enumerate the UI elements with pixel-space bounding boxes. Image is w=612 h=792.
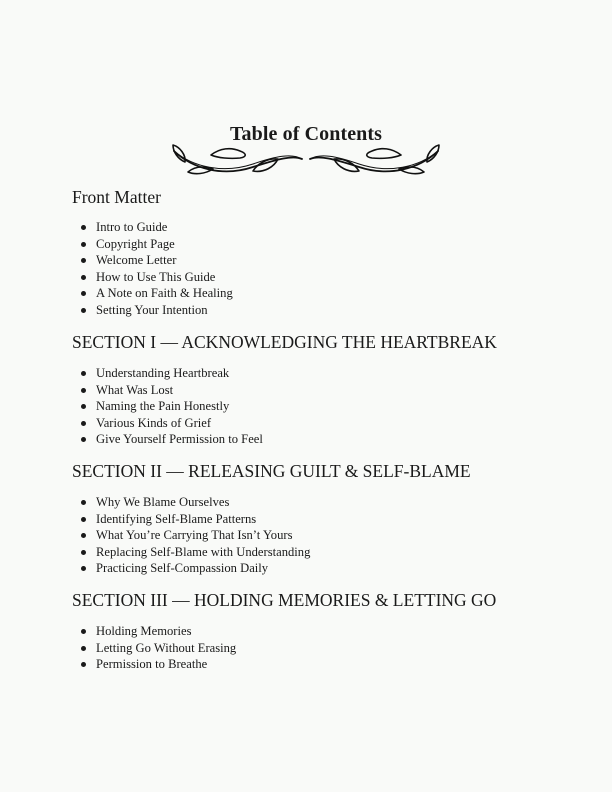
- section-heading: Front Matter: [72, 187, 161, 207]
- toc-item[interactable]: Naming the Pain Honestly: [72, 398, 263, 415]
- bullet-icon: [81, 404, 86, 409]
- bullet-icon: [81, 646, 86, 651]
- toc-item[interactable]: What You’re Carrying That Isn’t Yours: [72, 527, 310, 544]
- section-heading: SECTION I — ACKNOWLEDGING THE HEARTBREAK: [72, 332, 497, 352]
- toc-item[interactable]: Why We Blame Ourselves: [72, 494, 310, 511]
- bullet-icon: [81, 500, 86, 505]
- toc-item[interactable]: How to Use This Guide: [72, 269, 233, 286]
- section-heading: SECTION III — HOLDING MEMORIES & LETTING GO: [72, 590, 497, 610]
- toc-item[interactable]: Permission to Breathe: [72, 656, 236, 673]
- toc-item[interactable]: Setting Your Intention: [72, 302, 233, 319]
- toc-item[interactable]: Give Yourself Permission to Feel: [72, 431, 263, 448]
- toc-item[interactable]: Holding Memories: [72, 623, 236, 640]
- bullet-icon: [81, 533, 86, 538]
- bullet-icon: [81, 258, 86, 263]
- toc-section-3: [72, 590, 592, 671]
- floral-vine-divider-icon: [168, 141, 444, 179]
- section-heading: SECTION II — RELEASING GUILT & SELF-BLAME: [72, 461, 471, 481]
- toc-section-1: [72, 332, 592, 446]
- toc-list: [72, 219, 233, 318]
- bullet-icon: [81, 517, 86, 522]
- bullet-icon: [81, 421, 86, 426]
- bullet-icon: [81, 225, 86, 230]
- toc-section-front-matter: [72, 187, 592, 317]
- toc-list: [72, 623, 236, 673]
- bullet-icon: [81, 388, 86, 393]
- toc-item[interactable]: Welcome Letter: [72, 252, 233, 269]
- bullet-icon: [81, 566, 86, 571]
- toc-item[interactable]: What Was Lost: [72, 382, 263, 399]
- toc-list: [72, 365, 263, 448]
- bullet-icon: [81, 550, 86, 555]
- toc-item[interactable]: Practicing Self-Compassion Daily: [72, 560, 310, 577]
- toc-item[interactable]: Copyright Page: [72, 236, 233, 253]
- toc-list: [72, 494, 310, 577]
- bullet-icon: [81, 629, 86, 634]
- toc-item[interactable]: Understanding Heartbreak: [72, 365, 263, 382]
- toc-item[interactable]: Identifying Self-Blame Patterns: [72, 511, 310, 528]
- bullet-icon: [81, 437, 86, 442]
- bullet-icon: [81, 242, 86, 247]
- bullet-icon: [81, 662, 86, 667]
- bullet-icon: [81, 308, 86, 313]
- bullet-icon: [81, 291, 86, 296]
- toc-item[interactable]: A Note on Faith & Healing: [72, 285, 233, 302]
- toc-item[interactable]: Intro to Guide: [72, 219, 233, 236]
- toc-item[interactable]: Replacing Self-Blame with Understanding: [72, 544, 310, 561]
- bullet-icon: [81, 275, 86, 280]
- page-title: Table of Contents: [229, 123, 383, 146]
- toc-item[interactable]: Various Kinds of Grief: [72, 415, 263, 432]
- toc-section-2: [72, 461, 592, 575]
- toc-item[interactable]: Letting Go Without Erasing: [72, 640, 236, 657]
- bullet-icon: [81, 371, 86, 376]
